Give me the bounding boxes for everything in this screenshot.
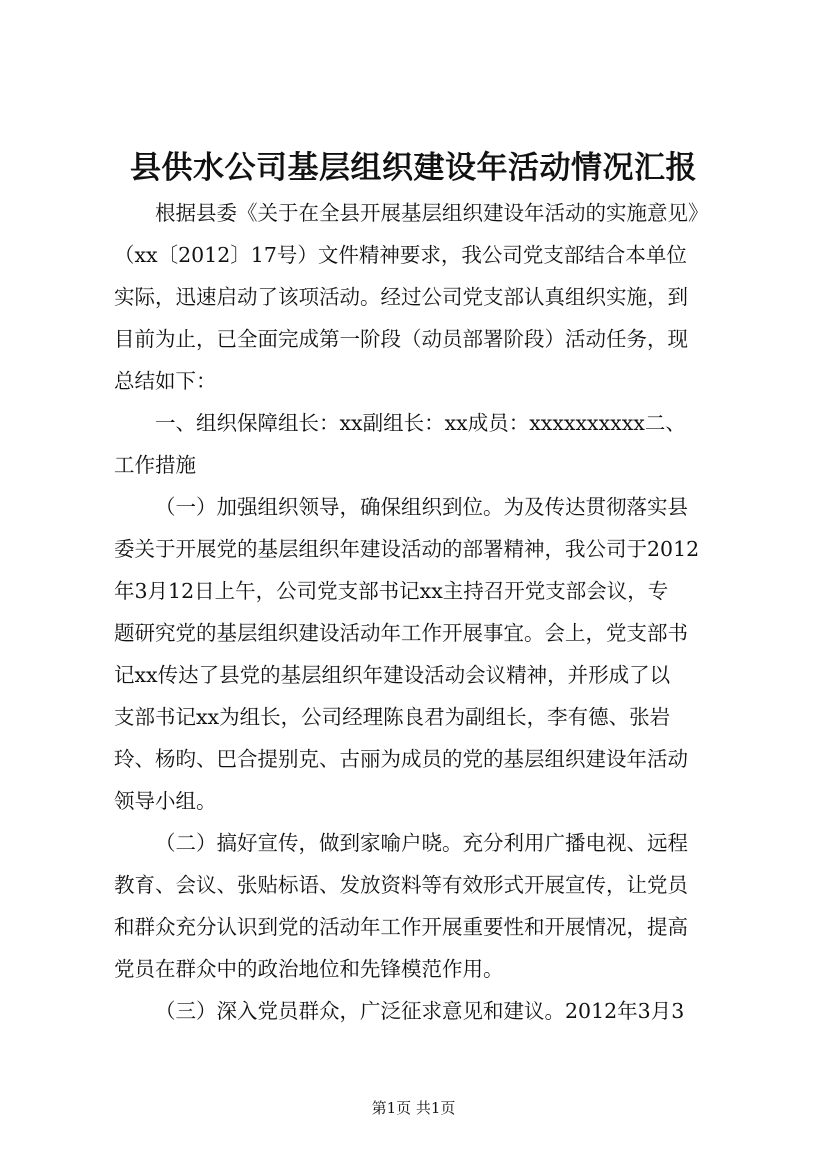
paragraph-line: 题研究党的基层组织建设活动年工作开展事宜。会上，党支部书 bbox=[114, 621, 688, 645]
paragraph-line: 实际，迅速启动了该项活动。经过公司党支部认真组织实施，到 bbox=[114, 285, 688, 309]
paragraph-line: 年3月12日上午，公司党支部书记xx主持召开党支部会议，专 bbox=[114, 579, 669, 603]
paragraph-line: （xx〔2012〕17号）文件精神要求，我公司党支部结合本单位 bbox=[114, 243, 687, 267]
document-title: 县供水公司基层组织建设年活动情况汇报 bbox=[130, 150, 697, 186]
paragraph-line: （三）深入党员群众，广泛征求意见和建议。2012年3月3 bbox=[155, 999, 685, 1023]
paragraph-line: （一）加强组织领导，确保组织到位。为及传达贯彻落实县 bbox=[155, 495, 688, 519]
page-number-footer: 第1页 共1页 bbox=[371, 1099, 456, 1117]
paragraph-line: 总结如下： bbox=[114, 369, 217, 393]
paragraph-line: 根据县委《关于在全县开展基层组织建设年活动的实施意见》 bbox=[155, 201, 709, 225]
paragraph-line: 党员在群众中的政治地位和先锋模范作用。 bbox=[114, 957, 504, 981]
paragraph-line: 领导小组。 bbox=[114, 789, 217, 813]
paragraph-line: 玲、杨昀、巴合提别克、古丽为成员的党的基层组织建设年活动 bbox=[114, 747, 688, 771]
paragraph-line: 教育、会议、张贴标语、发放资料等有效形式开展宣传，让党员 bbox=[114, 873, 688, 897]
paragraph-line: 支部书记xx为组长，公司经理陈良君为副组长，李有德、张岩 bbox=[114, 705, 671, 729]
paragraph-line: 委关于开展党的基层组织年建设活动的部署精神，我公司于2012 bbox=[114, 537, 700, 561]
paragraph-line: 一、组织保障组长：xx副组长：xx成员：xxxxxxxxxx二、 bbox=[155, 411, 686, 435]
paragraph-line: 记xx传达了县党的基层组织年建设活动会议精神，并形成了以 bbox=[114, 663, 671, 687]
paragraph-line: 工作措施 bbox=[114, 453, 196, 477]
paragraph-line: 和群众充分认识到党的活动年工作开展重要性和开展情况，提高 bbox=[114, 915, 688, 939]
paragraph-line: 目前为止，已全面完成第一阶段（动员部署阶段）活动任务，现 bbox=[114, 327, 688, 351]
paragraph-line: （二）搞好宣传，做到家喻户晓。充分利用广播电视、远程 bbox=[155, 831, 688, 855]
